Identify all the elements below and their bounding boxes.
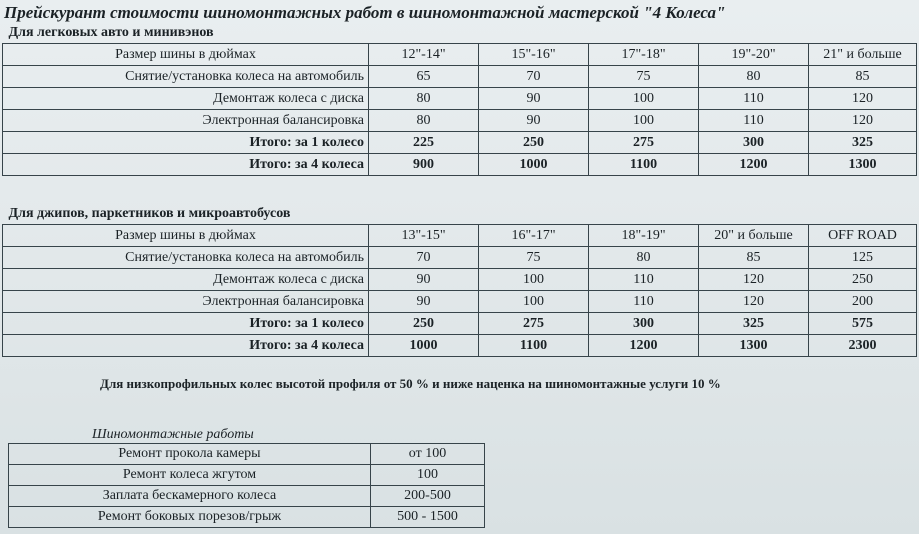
price-cell: 250	[809, 269, 917, 291]
size-label: Размер шины в дюймах	[3, 44, 369, 66]
total-cell: 325	[699, 313, 809, 335]
total-row	[3, 132, 917, 154]
table-row	[3, 291, 917, 313]
price-cell: 90	[479, 110, 589, 132]
section-heading: Шиномонтажные работы	[92, 427, 254, 442]
service-label: Электронная балансировка	[3, 110, 369, 132]
total-row	[3, 154, 917, 176]
total-row	[3, 335, 917, 357]
total-row	[3, 313, 917, 335]
passenger-price-table	[2, 22, 917, 176]
price-cell: от 100	[371, 444, 485, 465]
service-label: Ремонт прокола камеры	[9, 444, 371, 465]
size-cell: 12"-14"	[369, 44, 479, 66]
price-cell: 120	[699, 291, 809, 313]
table-row	[9, 486, 485, 507]
total-cell: 2300	[809, 335, 917, 357]
service-label: Электронная балансировка	[3, 291, 369, 313]
size-cell: 15"-16"	[479, 44, 589, 66]
price-cell: 100	[589, 88, 699, 110]
price-cell: 80	[699, 66, 809, 88]
total-cell: 300	[699, 132, 809, 154]
total-cell: 1000	[369, 335, 479, 357]
total-cell: 275	[589, 132, 699, 154]
price-cell: 120	[809, 110, 917, 132]
size-cell: 18"-19"	[589, 225, 699, 247]
size-cell: 13"-15"	[369, 225, 479, 247]
price-cell: 85	[809, 66, 917, 88]
table-row	[3, 88, 917, 110]
table-row	[9, 465, 485, 486]
service-label: Снятие/установка колеса на автомобиль	[3, 247, 369, 269]
price-cell: 100	[589, 110, 699, 132]
page-title: Прейскурант стоимости шиномонтажных работ в шиномонтажной мастерской "4 Колеса"	[4, 3, 726, 22]
price-cell: 110	[589, 269, 699, 291]
price-cell: 100	[371, 465, 485, 486]
total-cell: 1100	[479, 335, 589, 357]
total-cell: 575	[809, 313, 917, 335]
size-cell: 19"-20"	[699, 44, 809, 66]
low-profile-note: Для низкопрофильных колес высотой профиля от 50 % и ниже наценка на шиномонтажные услуги 10 %	[100, 376, 721, 391]
total-cell: 900	[369, 154, 479, 176]
total-cell: 1100	[589, 154, 699, 176]
table-row	[3, 66, 917, 88]
price-cell: 500 - 1500	[371, 507, 485, 528]
total-cell: 1300	[809, 154, 917, 176]
price-cell: 125	[809, 247, 917, 269]
price-cell: 70	[479, 66, 589, 88]
total-cell: 300	[589, 313, 699, 335]
price-cell: 120	[699, 269, 809, 291]
price-cell: 110	[699, 110, 809, 132]
total-cell: 1200	[589, 335, 699, 357]
price-cell: 90	[479, 88, 589, 110]
price-cell: 70	[369, 247, 479, 269]
table-row	[3, 269, 917, 291]
price-cell: 80	[369, 110, 479, 132]
total-cell: 250	[479, 132, 589, 154]
total-label: Итого: за 4 колеса	[3, 335, 369, 357]
total-cell: 275	[479, 313, 589, 335]
service-label: Заплата бескамерного колеса	[9, 486, 371, 507]
size-header-row	[3, 44, 917, 66]
table-row	[9, 444, 485, 465]
total-label: Итого: за 1 колесо	[3, 132, 369, 154]
total-cell: 1200	[699, 154, 809, 176]
price-cell: 80	[589, 247, 699, 269]
size-cell: 16"-17"	[479, 225, 589, 247]
size-cell: 20" и больше	[699, 225, 809, 247]
price-cell: 120	[809, 88, 917, 110]
total-cell: 250	[369, 313, 479, 335]
service-label: Демонтаж колеса с диска	[3, 88, 369, 110]
services-table	[8, 443, 485, 528]
price-cell: 75	[479, 247, 589, 269]
price-cell: 110	[699, 88, 809, 110]
total-label: Итого: за 4 колеса	[3, 154, 369, 176]
table-row	[9, 507, 485, 528]
total-label: Итого: за 1 колесо	[3, 313, 369, 335]
size-cell: 17"-18"	[589, 44, 699, 66]
service-label: Ремонт боковых порезов/грыж	[9, 507, 371, 528]
price-cell: 90	[369, 291, 479, 313]
section-heading: Для легковых авто и минивэнов	[3, 22, 369, 44]
service-label: Ремонт колеса жгутом	[9, 465, 371, 486]
price-cell: 75	[589, 66, 699, 88]
size-header-row	[3, 225, 917, 247]
total-cell: 325	[809, 132, 917, 154]
price-cell: 100	[479, 291, 589, 313]
table-row	[3, 110, 917, 132]
size-cell: 21" и больше	[809, 44, 917, 66]
price-cell: 100	[479, 269, 589, 291]
price-cell: 80	[369, 88, 479, 110]
price-cell: 90	[369, 269, 479, 291]
service-label: Демонтаж колеса с диска	[3, 269, 369, 291]
price-cell: 200	[809, 291, 917, 313]
total-cell: 225	[369, 132, 479, 154]
price-cell: 65	[369, 66, 479, 88]
size-label: Размер шины в дюймах	[3, 225, 369, 247]
price-cell: 200-500	[371, 486, 485, 507]
price-cell: 110	[589, 291, 699, 313]
total-cell: 1300	[699, 335, 809, 357]
suv-price-table	[2, 203, 917, 357]
size-cell: OFF ROAD	[809, 225, 917, 247]
table-row	[3, 247, 917, 269]
price-cell: 85	[699, 247, 809, 269]
service-label: Снятие/установка колеса на автомобиль	[3, 66, 369, 88]
total-cell: 1000	[479, 154, 589, 176]
section-heading: Для джипов, паркетников и микроавтобусов	[3, 203, 369, 225]
